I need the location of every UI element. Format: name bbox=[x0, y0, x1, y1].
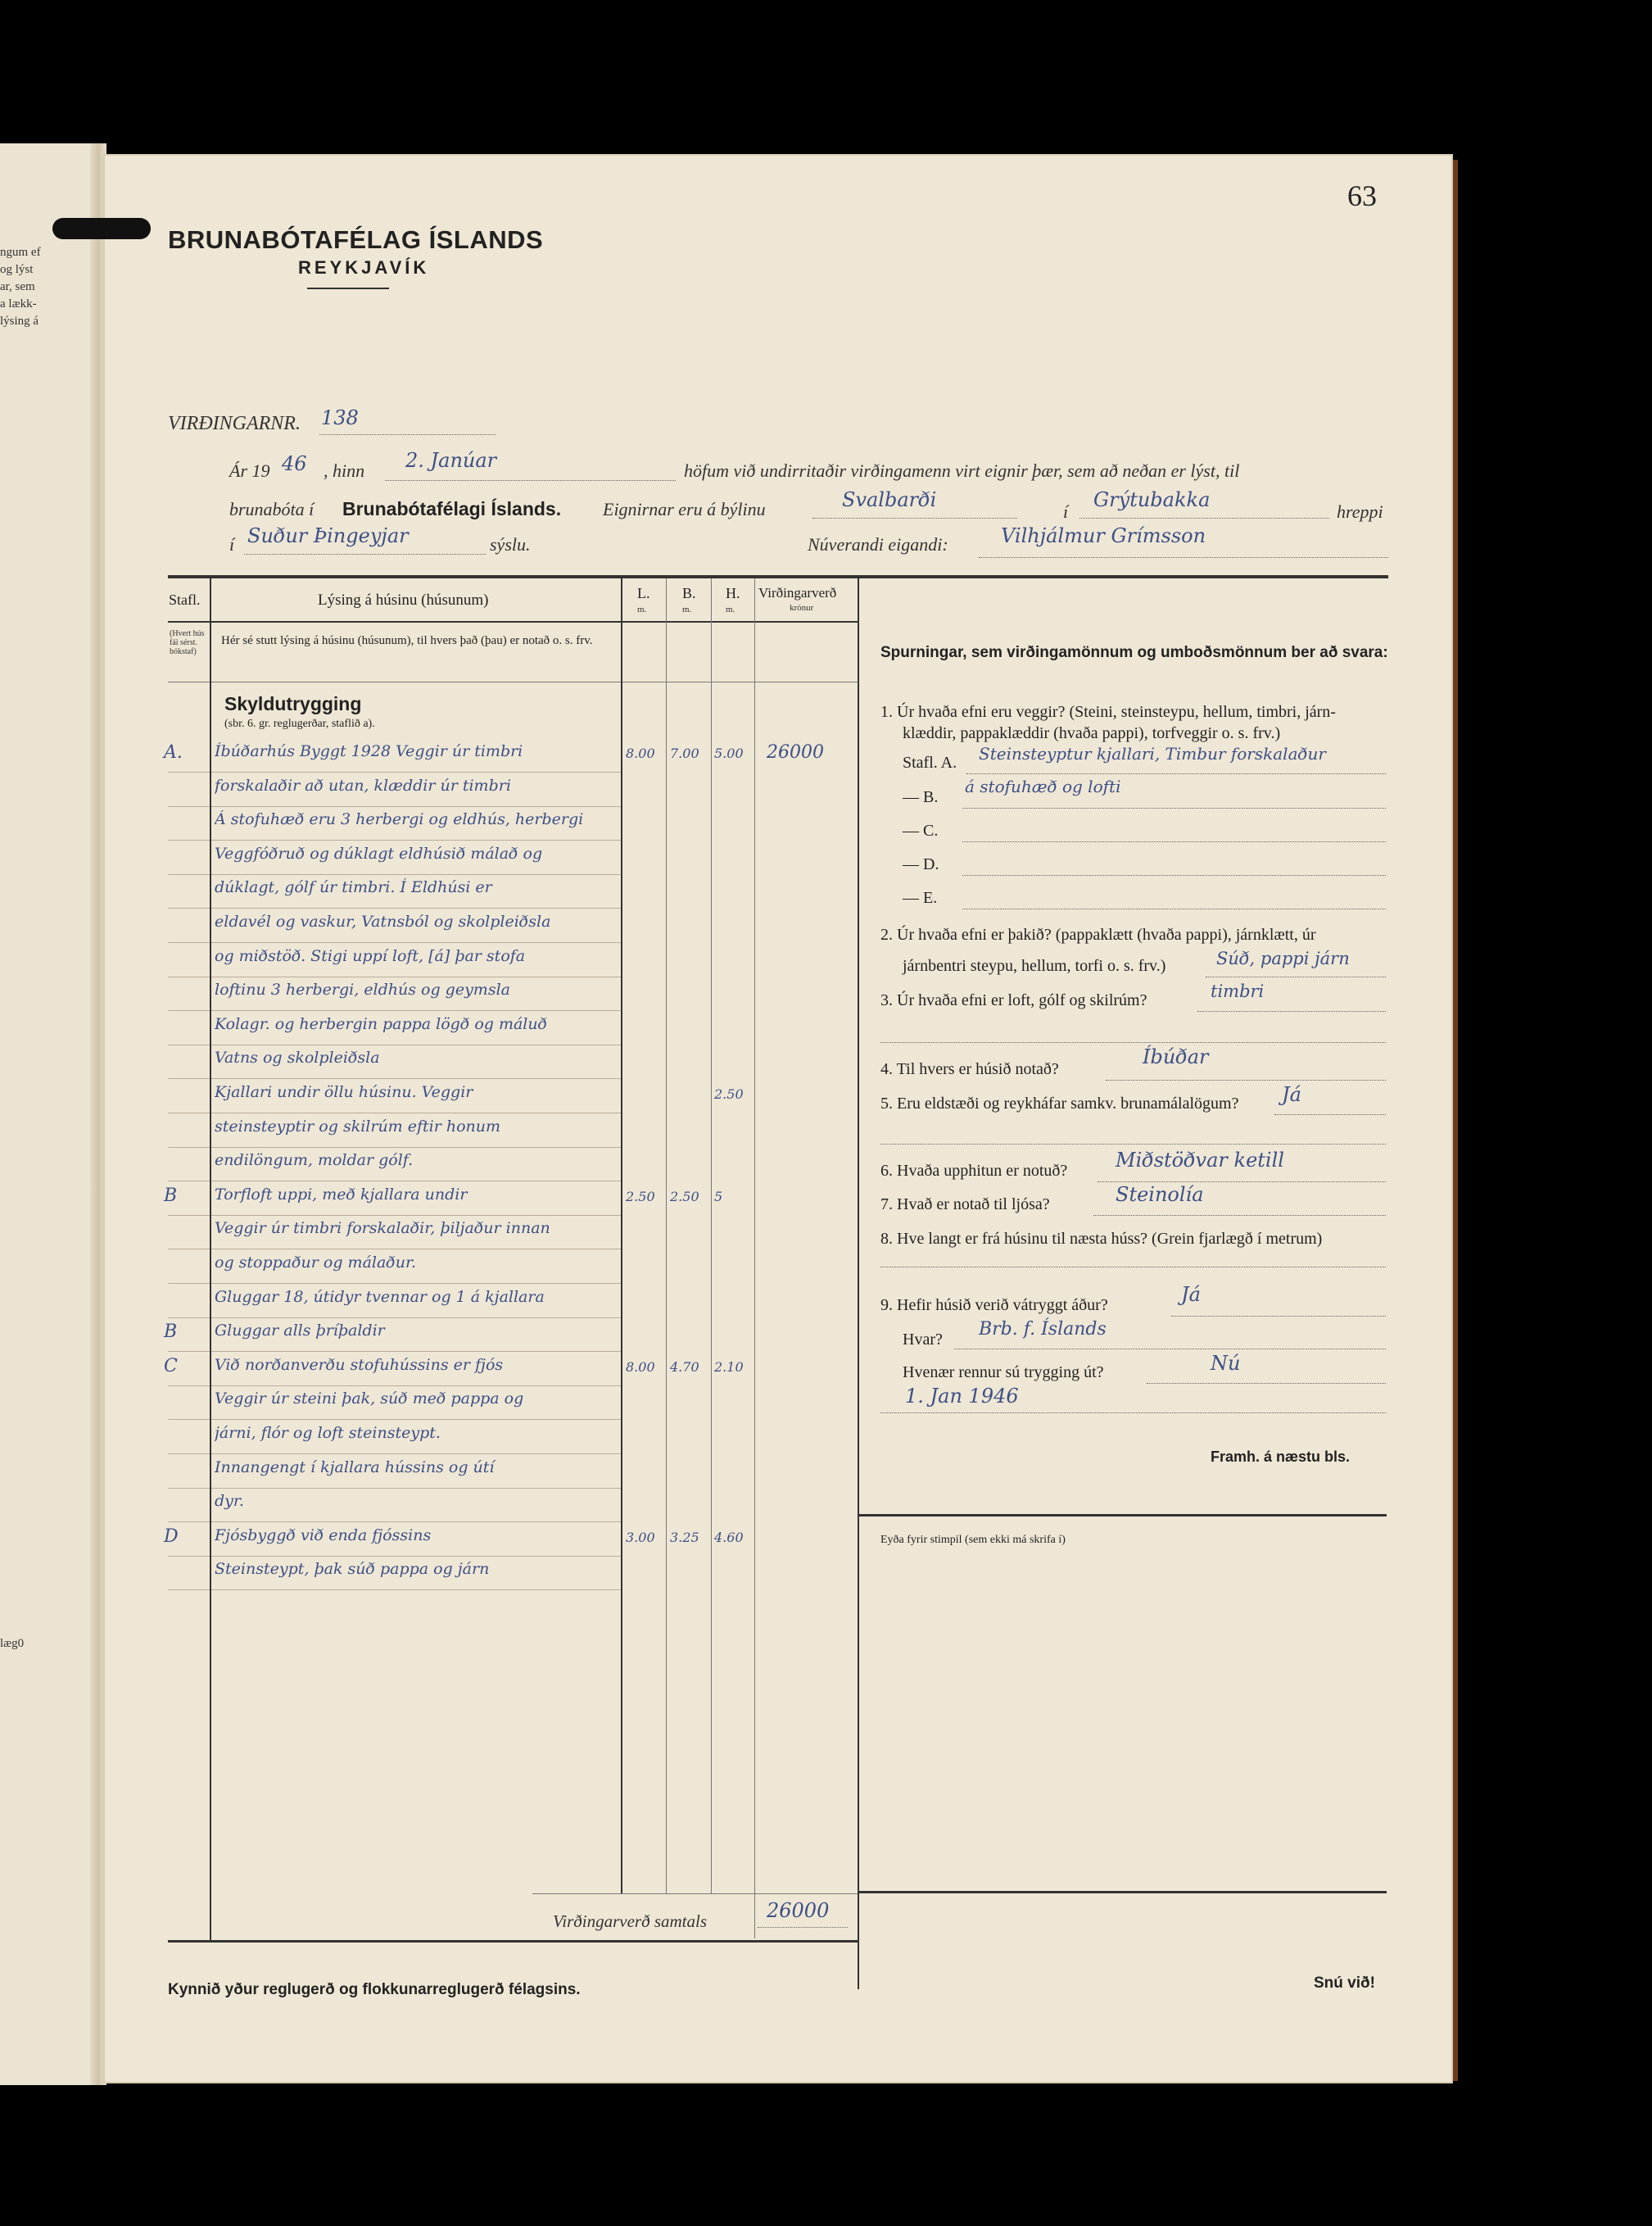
row-rule bbox=[211, 772, 621, 773]
row-height: 5 bbox=[714, 1189, 723, 1204]
row-rule bbox=[168, 1010, 210, 1011]
dotted-line bbox=[962, 841, 1386, 842]
question-9: 9. Hefir húsið verið vátryggt áður? bbox=[880, 1296, 1108, 1314]
subhead-desc: Hér sé stutt lýsing á húsinu (húsunum), til hvers það (þau) er notað o. s. frv. bbox=[221, 634, 593, 647]
row-description: Íbúðarhús Byggt 1928 Veggir úr timbri bbox=[215, 742, 523, 760]
row-rule bbox=[211, 1351, 621, 1352]
row-rule bbox=[168, 806, 210, 807]
continued-note: Framh. á næstu bls. bbox=[1211, 1448, 1351, 1465]
left-page bbox=[0, 143, 102, 2085]
row-value: 26000 bbox=[767, 742, 824, 763]
row-rule bbox=[211, 1078, 621, 1079]
row-stafl: C bbox=[164, 1356, 178, 1376]
dotted-line bbox=[1274, 1114, 1386, 1115]
row-height: 2.50 bbox=[714, 1086, 744, 1102]
row-rule bbox=[211, 1419, 621, 1420]
col-divider bbox=[210, 578, 211, 1940]
row-description: Vatns og skolpleiðsla bbox=[215, 1049, 380, 1067]
virdingarnr-value: 138 bbox=[321, 406, 359, 429]
row-description: Steinsteypt, þak súð pappa og járn bbox=[215, 1560, 490, 1578]
i-label: í bbox=[1063, 501, 1069, 522]
eigandi-label: Núverandi eigandi: bbox=[808, 534, 948, 555]
byli-value: Svalbarði bbox=[842, 488, 937, 511]
question-2-value: Súð, pappi járn bbox=[1216, 949, 1350, 968]
row-rule bbox=[211, 840, 621, 841]
row-rule bbox=[168, 1488, 210, 1489]
stafl-b-label: — B. bbox=[903, 788, 939, 806]
dotted-line bbox=[1147, 1383, 1386, 1384]
dotted-line bbox=[385, 480, 676, 481]
col-header-kronur: krónur bbox=[790, 603, 814, 613]
row-length: 8.00 bbox=[626, 746, 655, 761]
virdingarnr-label: VIRÐINGARNR. bbox=[168, 413, 301, 434]
question-5: 5. Eru eldstæði og reykháfar samkv. brunamálalögum? bbox=[880, 1095, 1239, 1113]
brunabota-label: brunabóta í bbox=[229, 499, 315, 519]
dotted-line bbox=[1197, 1011, 1386, 1012]
row-description: Á stofuhæð eru 3 herbergi og eldhús, herbergi bbox=[215, 810, 584, 828]
total-rule bbox=[532, 1893, 858, 1894]
row-rule bbox=[168, 1147, 210, 1148]
question-3: 3. Úr hvaða efni er loft, gólf og skilrúm? bbox=[880, 991, 1147, 1009]
row-description: forskalaðir að utan, klæddir úr timbri bbox=[215, 777, 511, 795]
stafl-a-label: Stafl. A. bbox=[903, 754, 957, 772]
left-page-text: ngum ef og lýst ar, sem a lækk- lýsing á bbox=[0, 246, 41, 328]
row-rule bbox=[168, 1215, 210, 1216]
dotted-line bbox=[758, 1927, 848, 1928]
row-rule bbox=[168, 840, 210, 841]
sysla-value: Suður Þingeyjar bbox=[247, 524, 409, 547]
section-sub: (sbr. 6. gr. reglugerðar, staflið a). bbox=[224, 718, 375, 730]
row-length: 3.00 bbox=[626, 1530, 655, 1545]
col-header-virdingarverd: Virðingarverð bbox=[758, 585, 837, 601]
row-rule bbox=[168, 1078, 210, 1079]
stamp-area-rule bbox=[858, 1514, 1387, 1516]
row-description: Gluggar alls þríþaldir bbox=[215, 1322, 385, 1340]
dotted-line bbox=[880, 1042, 1386, 1043]
row-height: 5.00 bbox=[714, 746, 744, 761]
row-description: Kolagr. og herbergin pappa lögð og máluð bbox=[215, 1015, 548, 1033]
row-rule bbox=[168, 908, 210, 909]
row-height: 2.10 bbox=[714, 1359, 744, 1375]
page-number: 63 bbox=[1347, 179, 1377, 212]
question-8: 8. Hve langt er frá húsinu til næsta húss? (Grein fjarlægð í metrum) bbox=[880, 1230, 1323, 1248]
eigandi-value: Vilhjálmur Grímsson bbox=[1001, 524, 1206, 547]
question-2b: járnbentri steypu, hellum, torfi o. s. frv.) bbox=[903, 957, 1166, 975]
intro-sentence: höfum við undirritaðir virðingamenn virt eignir þær, sem að neðan er lýst, til bbox=[684, 460, 1240, 481]
col-divider bbox=[711, 578, 712, 1893]
row-description: og stoppaður og málaður. bbox=[215, 1254, 417, 1272]
row-rule bbox=[168, 1283, 210, 1284]
col-header-l-unit: m. bbox=[637, 605, 647, 614]
row-rule bbox=[211, 806, 621, 807]
i-label2: í bbox=[229, 534, 235, 555]
row-rule bbox=[211, 1589, 621, 1590]
brunabota-bold: Brunabótafélagi Íslands. bbox=[342, 498, 562, 519]
dotted-line bbox=[880, 1412, 1386, 1413]
subhead-left: (Hvert hús fái sérst. bókstaf) bbox=[170, 629, 205, 656]
title-underline bbox=[307, 288, 389, 289]
col-header-stafl: Stafl. bbox=[169, 592, 201, 608]
dotted-line bbox=[1079, 518, 1329, 519]
col-header-b-unit: m. bbox=[682, 605, 692, 614]
date-value: 2. Janúar bbox=[405, 449, 497, 472]
org-title: BRUNABÓTAFÉLAG ÍSLANDS bbox=[168, 225, 544, 254]
question-9-value: Já bbox=[1181, 1283, 1201, 1306]
row-rule bbox=[211, 1453, 621, 1454]
row-rule bbox=[211, 1317, 621, 1318]
row-description: endilöngum, moldar gólf. bbox=[215, 1151, 414, 1169]
table-bottom-rule bbox=[168, 1940, 858, 1943]
row-rule bbox=[168, 942, 210, 943]
col-divider bbox=[621, 578, 622, 1893]
hreppi-label: hreppi bbox=[1337, 501, 1383, 522]
row-description: Veggir úr steini þak, súð með pappa og bbox=[215, 1390, 524, 1408]
row-description: Kjallari undir öllu húsinu. Veggir bbox=[215, 1083, 473, 1101]
org-city: REYKJAVÍK bbox=[298, 257, 430, 278]
hvar-value: Brb. f. Íslands bbox=[979, 1319, 1107, 1340]
row-rule bbox=[211, 1521, 621, 1522]
total-label: Virðingarverð samtals bbox=[553, 1911, 708, 1931]
year-label: Ár 19 bbox=[229, 460, 270, 481]
dotted-line bbox=[1093, 1215, 1386, 1216]
col-header-l: L. bbox=[637, 585, 650, 601]
row-description: og miðstöð. Stigi uppí loft, [á] þar stofa bbox=[215, 947, 526, 965]
row-rule bbox=[211, 908, 621, 909]
row-rule bbox=[211, 1010, 621, 1011]
row-stafl: D bbox=[164, 1526, 179, 1547]
row-rule bbox=[211, 1385, 621, 1386]
dotted-line bbox=[880, 1144, 1386, 1145]
row-description: Veggfóðruð og dúklagt eldhúsið málað og bbox=[215, 845, 543, 863]
row-stafl: B bbox=[164, 1322, 178, 1342]
year-value: 46 bbox=[282, 452, 307, 475]
total-value: 26000 bbox=[767, 1899, 830, 1922]
col-divider bbox=[858, 578, 859, 1989]
row-breadth: 2.50 bbox=[670, 1189, 699, 1204]
col-header-b: B. bbox=[682, 585, 696, 601]
row-rule bbox=[211, 942, 621, 943]
row-description: Torfloft uppi, með kjallara undir bbox=[215, 1186, 468, 1204]
stafl-a-value: Steinsteyptur kjallari, Timbur forskalaður bbox=[979, 744, 1326, 764]
question-2: 2. Úr hvaða efni er þakið? (pappaklætt (hvaða pappi), járnklætt, úr bbox=[880, 926, 1316, 944]
hvenaer-value: Nú bbox=[1211, 1352, 1241, 1375]
row-description: eldavél og vaskur, Vatnsból og skolpleiðsla bbox=[215, 913, 551, 931]
dotted-line bbox=[966, 773, 1386, 774]
footer-turn-over: Snú við! bbox=[1314, 1974, 1375, 1992]
row-rule bbox=[168, 1589, 210, 1590]
row-description: járni, flór og loft steinsteypt. bbox=[215, 1424, 441, 1442]
row-description: dúklagt, gólf úr timbri. Í Eldhúsi er bbox=[215, 878, 492, 896]
col-header-lysing: Lýsing á húsinu (húsunum) bbox=[318, 592, 489, 609]
hvar-label: Hvar? bbox=[903, 1331, 943, 1349]
stafl-e-label: — E. bbox=[903, 889, 938, 907]
question-7: 7. Hvað er notað til ljósa? bbox=[880, 1195, 1050, 1213]
row-rule bbox=[168, 1351, 210, 1352]
expiry-date-value: 1. Jan 1946 bbox=[905, 1385, 1019, 1408]
row-description: Fjósbyggð við enda fjóssins bbox=[215, 1526, 432, 1544]
stafl-b-value: á stofuhæð og lofti bbox=[965, 777, 1121, 796]
row-rule bbox=[168, 1453, 210, 1454]
binding-cord bbox=[52, 218, 151, 239]
question-6-value: Miðstöðvar ketill bbox=[1116, 1149, 1284, 1172]
row-rule bbox=[211, 1556, 621, 1557]
row-rule bbox=[168, 1419, 210, 1420]
question-6: 6. Hvaða upphitun er notuð? bbox=[880, 1162, 1068, 1180]
questions-title: Spurningar, sem virðingamönnum og umboðsmönnum ber að svara: bbox=[880, 644, 1388, 661]
row-breadth: 4.70 bbox=[670, 1359, 699, 1375]
col-header-h: H. bbox=[726, 585, 740, 601]
dotted-line bbox=[244, 554, 486, 555]
row-rule bbox=[168, 1521, 210, 1522]
row-description: loftinu 3 herbergi, eldhús og geymsla bbox=[215, 981, 510, 999]
question-4: 4. Til hvers er húsið notað? bbox=[880, 1060, 1059, 1078]
row-description: Veggir úr timbri forskalaðir, þiljaður innan bbox=[215, 1219, 550, 1237]
row-rule bbox=[211, 874, 621, 875]
stafl-d-label: — D. bbox=[903, 855, 939, 873]
row-length: 8.00 bbox=[626, 1359, 655, 1375]
section-title: Skyldutrygging bbox=[224, 693, 362, 714]
row-rule bbox=[168, 874, 210, 875]
syslu-label: sýslu. bbox=[490, 534, 531, 555]
question-3-value: timbri bbox=[1211, 982, 1265, 1001]
page-edge bbox=[1453, 160, 1458, 2081]
dotted-line bbox=[812, 518, 1017, 519]
question-1b: klæddir, pappaklæddir (hvaða pappi), torfveggir o. s. frv.) bbox=[903, 724, 1281, 742]
dotted-line bbox=[962, 875, 1386, 876]
dotted-line bbox=[962, 808, 1386, 809]
footer-note: Kynnið yður reglugerð og flokkunarreglugerð félagsins. bbox=[168, 1981, 581, 1998]
stamp-area-label: Eyða fyrir stimpil (sem ekki má skrifa í) bbox=[880, 1534, 1066, 1546]
row-rule bbox=[168, 772, 210, 773]
row-description: Við norðanverðu stofuhússins er fjós bbox=[215, 1356, 504, 1374]
hvenaer-label: Hvenær rennur sú trygging út? bbox=[903, 1363, 1104, 1381]
dotted-line bbox=[1171, 1316, 1386, 1317]
row-description: dyr. bbox=[215, 1492, 244, 1510]
row-rule bbox=[168, 1317, 210, 1318]
hreppur-value: Grýtubakka bbox=[1093, 488, 1211, 511]
row-breadth: 3.25 bbox=[670, 1530, 699, 1545]
row-rule bbox=[211, 1488, 621, 1489]
row-description: steinsteyptir og skilrúm eftir honum bbox=[215, 1118, 501, 1136]
row-breadth: 7.00 bbox=[670, 746, 699, 761]
dotted-line bbox=[319, 434, 496, 435]
table-top-rule bbox=[168, 575, 1388, 578]
question-4-value: Íbúðar bbox=[1143, 1045, 1209, 1068]
col-header-h-unit: m. bbox=[726, 605, 735, 614]
row-description: Innangengt í kjallara hússins og útí bbox=[215, 1458, 495, 1476]
dotted-line bbox=[1106, 1080, 1386, 1081]
row-rule bbox=[168, 1385, 210, 1386]
row-length: 2.50 bbox=[626, 1189, 655, 1204]
dotted-line bbox=[979, 557, 1388, 558]
eignirnar-label: Eignirnar eru á býlinu bbox=[603, 499, 766, 519]
question-7-value: Steinolía bbox=[1116, 1183, 1204, 1206]
row-rule bbox=[211, 1215, 621, 1216]
hinn-label: , hinn bbox=[324, 460, 365, 481]
col-divider bbox=[754, 578, 755, 1938]
dotted-line bbox=[1098, 1181, 1386, 1182]
stamp-area-bottom-rule bbox=[858, 1891, 1387, 1893]
question-1: 1. Úr hvaða efni eru veggir? (Steini, steinsteypu, hellum, timbri, járn- bbox=[880, 703, 1336, 721]
question-5-value: Já bbox=[1282, 1083, 1301, 1106]
row-description: Gluggar 18, útidyr tvennar og 1 á kjallara bbox=[215, 1288, 545, 1306]
row-stafl: A. bbox=[164, 742, 183, 763]
col-divider bbox=[666, 578, 667, 1893]
row-stafl: B bbox=[164, 1186, 178, 1206]
row-rule bbox=[211, 1283, 621, 1284]
row-height: 4.60 bbox=[714, 1530, 744, 1545]
stafl-c-label: — C. bbox=[903, 822, 939, 840]
row-rule bbox=[211, 1147, 621, 1148]
left-page-bottom-text: læg0 bbox=[0, 1637, 25, 1650]
row-rule bbox=[168, 1556, 210, 1557]
